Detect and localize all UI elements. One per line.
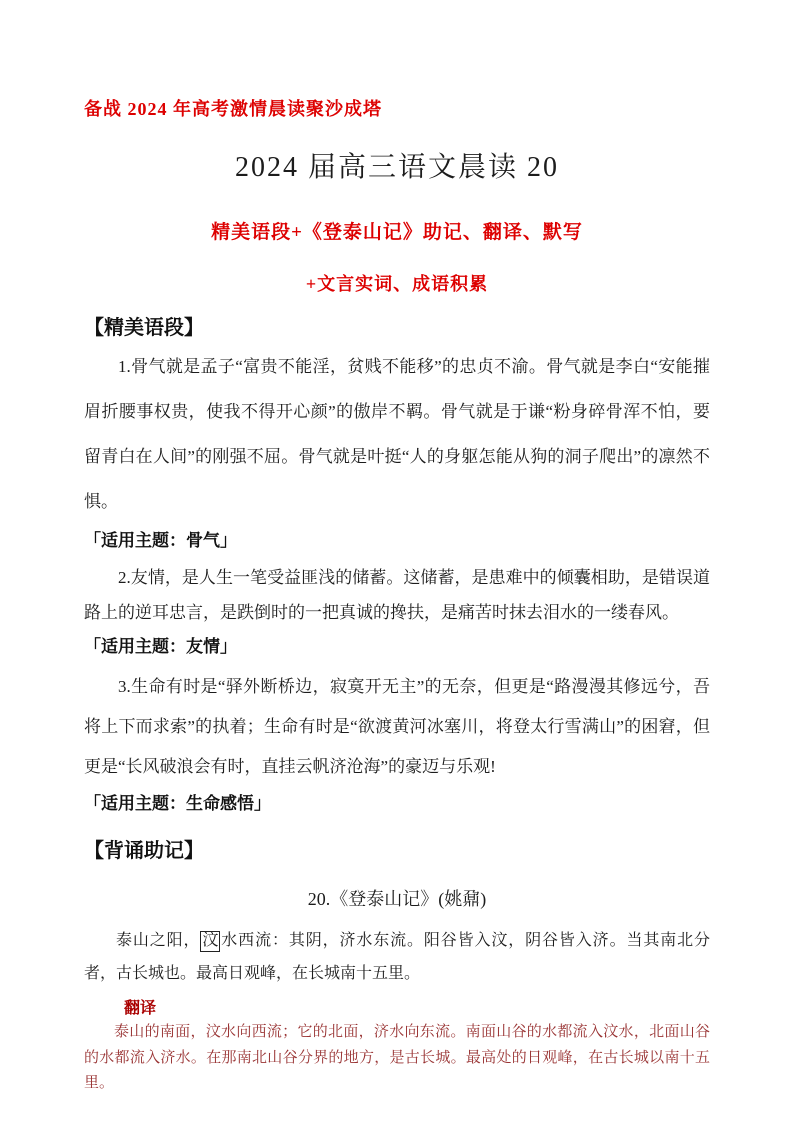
passage-paragraph-1: 1.骨气就是孟子“富贵不能淫，贫贱不能移”的忠贞不渝。骨气就是李白“安能摧眉折腰事权贵，使我不得开心颜”的傲岸不羁。骨气就是于谦“粉身碎骨浑不怕，要留青白在人间”的刚强不屈。骨气就是叶挺“人的身躯怎能从狗的洞子爬出”的凛然不惧。 <box>84 357 710 512</box>
translation-paragraph: 泰山的南面，汶水向西流；它的北面，济水向东流。南面山谷的水都流入汶水，北面山谷的水都流入济水。在那南北山谷分界的地方，是古长城。最高处的日观峰，在古长城以南十五里。 <box>84 1024 710 1092</box>
theme-label-3: 「适用主题：生命感悟」 <box>84 793 271 813</box>
section-heading-recitation-aid: 【背诵助记】 <box>84 840 204 863</box>
boxed-character: 汶 <box>200 931 220 951</box>
classical-text-before-box: 泰山之阳， <box>116 932 201 950</box>
section-heading-fine-passages: 【精美语段】 <box>84 317 204 339</box>
recitation-piece-title: 20.《登泰山记》(姚鼐) <box>307 889 487 910</box>
translation-label: 翻译 <box>124 1000 157 1018</box>
theme-label-2: 「适用主题：友情」 <box>84 637 237 657</box>
doc-subtitle-line-2: +文言实词、成语积累 <box>305 274 489 294</box>
passage-paragraph-2: 2.友情，是人生一笔受益匪浅的储蓄。这储蓄，是患难中的倾囊相助，是错误道路上的逆耳忠言，是跌倒时的一把真诚的搀扶，是痛苦时抹去泪水的一缕春风。 <box>84 567 710 622</box>
doc-subtitle-line-1: 精美语段+《登泰山记》助记、翻译、默写 <box>211 222 583 243</box>
passage-paragraph-3: 3.生命有时是“驿外断桥边，寂寞开无主”的无奈，但更是“路漫漫其修远兮，吾将上下而求索”的执着；生命有时是“欲渡黄河冰塞川，将登太行雪满山”的困窘，但更是“长风破浪会有时，直挂云帆济沧海”的豪迈与乐观! <box>84 677 710 776</box>
classical-text-after-box: 水西流：其阴，济水东流。阳谷皆入汶，阴谷皆入济。当其南北分者，古长城也。最高日观峰，在长城南十五里。 <box>84 932 710 983</box>
classical-text-paragraph <box>84 925 710 991</box>
series-header: 备战 2024 年高考激情晨读聚沙成塔 <box>84 99 382 119</box>
page-title: 2024 届高三语文晨读 20 <box>234 152 559 183</box>
theme-label-1: 「适用主题：骨气」 <box>84 531 237 551</box>
